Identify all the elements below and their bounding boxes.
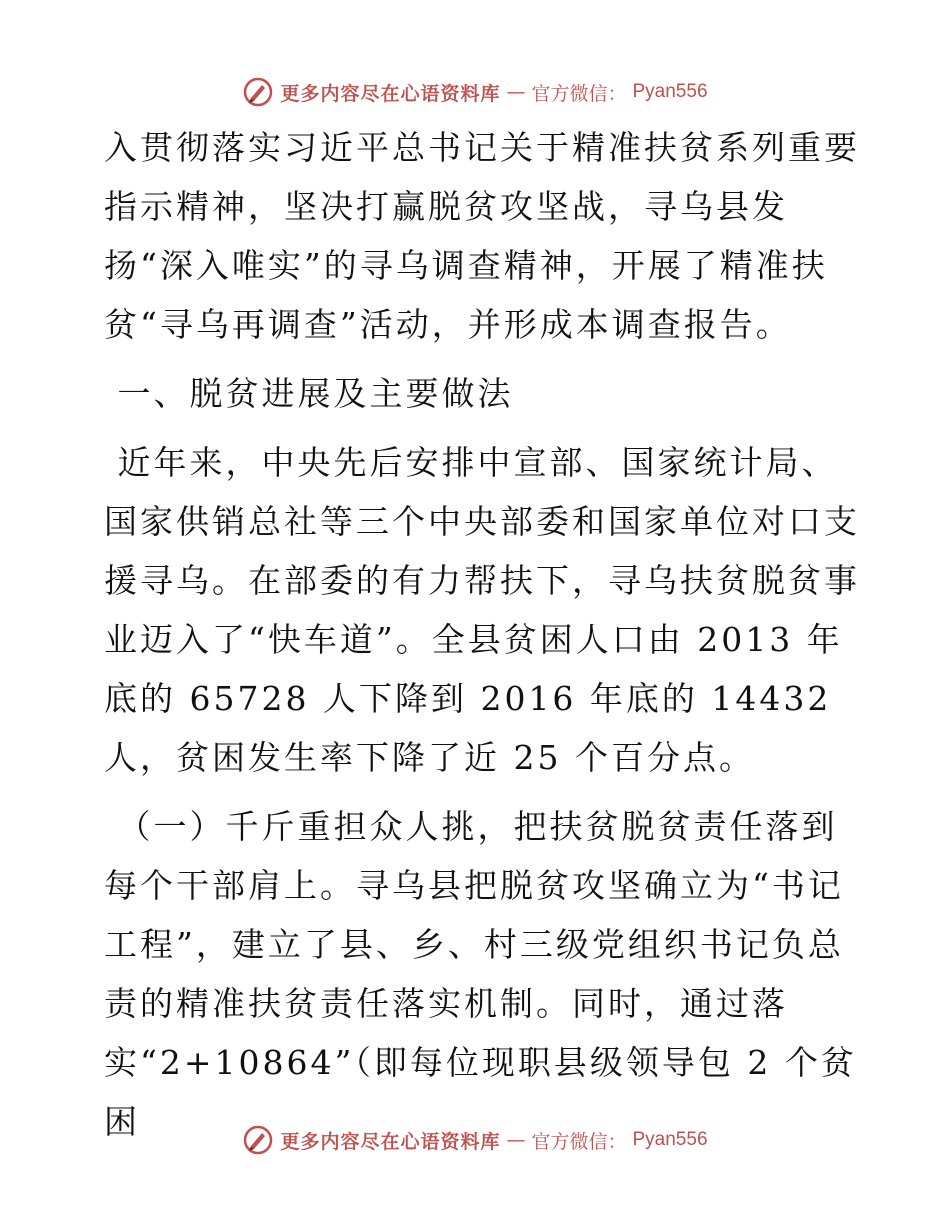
header-separator: —	[506, 81, 526, 103]
footer-watermark	[0, 1120, 950, 1160]
pen-logo-icon	[242, 76, 274, 108]
paragraph-progress: 近年来，中央先后安排中宣部、国家统计局、国家供销总社等三个中央部委和国家单位对口支援寻乌。在部委的有力帮扶下，寻乌扶贫脱贫事业迈入了“快车道”。全县贫困人口由 2013 年底的 65728 人下降到 2016 年底的 14432 人，贫困发生率下降了近 25 个百分点。	[104, 443, 860, 777]
header-watermark	[0, 72, 950, 112]
paragraph-intro: 入贯彻落实习近平总书记关于精准扶贫系列重要指示精神，坚决打赢脱贫攻坚战，寻乌县发扬“深入唯实”的寻乌调查精神，开展了精准扶贫“寻乌再调查”活动，并形成本调查报告。	[104, 128, 860, 344]
footer-separator: —	[506, 1129, 526, 1151]
header-brand-text: 更多内容尽在心语资料库	[280, 82, 501, 105]
pen-logo-icon	[242, 1124, 274, 1156]
section-heading: 一、脱贫进展及主要做法	[104, 374, 514, 413]
footer-wechat-id: Pyan556	[632, 1129, 708, 1150]
header-wechat-label: 官方微信：	[531, 82, 627, 105]
document-body	[104, 118, 864, 1151]
footer-wechat-label: 官方微信：	[531, 1130, 627, 1153]
paragraph-responsibility: （一）千斤重担众人挑，把扶贫脱贫责任落到每个干部肩上。寻乌县把脱贫攻坚确立为“书记工程”，建立了县、乡、村三级党组织书记负总责的精准扶贫责任落实机制。同时，通过落实“2+10864”（即每位现职县级领导包 2 个贫困	[104, 807, 857, 1141]
header-wechat-id: Pyan556	[632, 81, 708, 102]
footer-brand-text: 更多内容尽在心语资料库	[280, 1130, 501, 1153]
